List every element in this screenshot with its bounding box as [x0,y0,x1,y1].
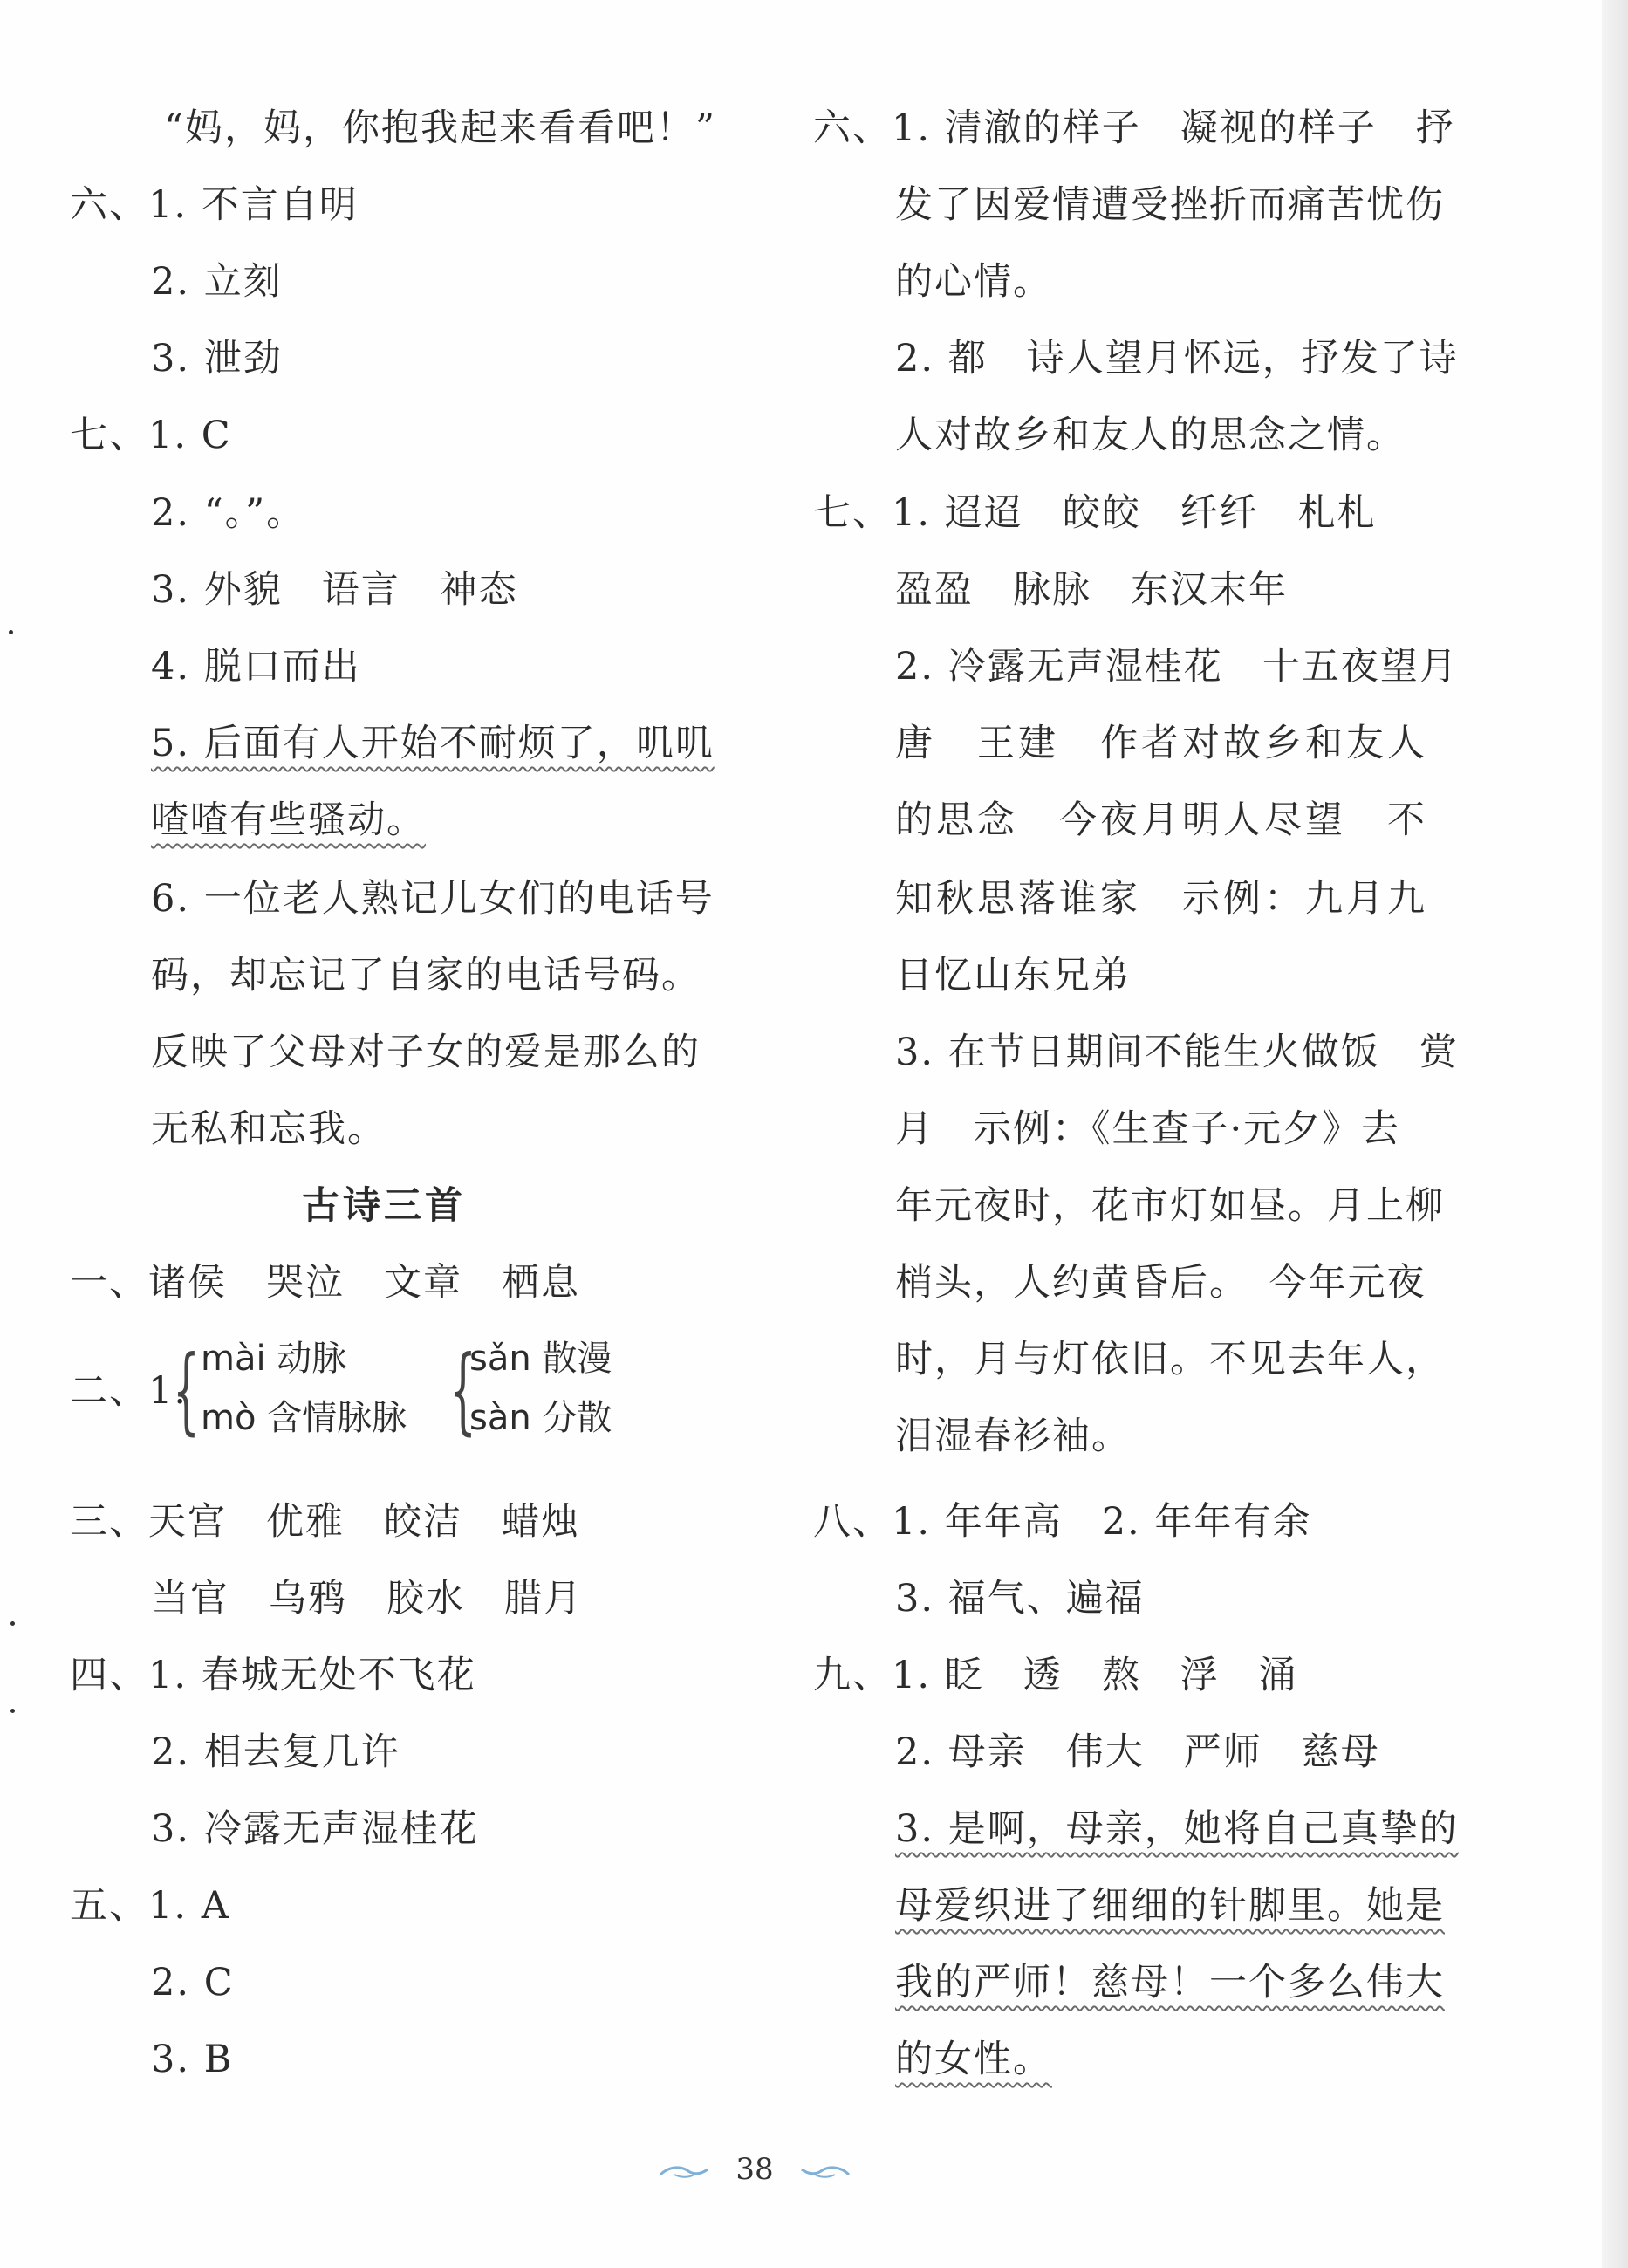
left-ornament-icon [659,2162,711,2180]
wavy-underlined-text: 3. 是啊，母亲，她将自己真挚的 [895,1807,1459,1851]
answer-line: 2. C [151,1961,235,2004]
answer-line [895,1956,1445,2009]
answer-line: 3. 福气、遍福 [895,1577,1145,1620]
answer-line: 八、1. 年年高 2. 年年有余 [813,1500,1312,1544]
answer-line: 6. 一位老人熟记儿女们的电话号 [151,877,715,921]
answer-line: 2. 相去复几许 [151,1730,400,1774]
answer-line: 的思念 今夜月明人尽望 不 [895,798,1428,842]
left-brace-2: { [449,1336,476,1445]
answer-line: 九、1. 眨 透 熬 浮 涌 [813,1654,1298,1697]
right-ornament-icon [798,2162,851,2180]
answer-line [151,794,426,846]
answer-line: 梢头，人约黄昏后。 今年元夜 [895,1261,1426,1305]
scan-speck [9,630,13,634]
answer-line: 无私和忘我。 [151,1107,386,1151]
pinyin-brace-group [70,1332,681,1454]
wavy-underlined-text: 我的严师！慈母！一个多么伟大 [895,1961,1445,2004]
section-7-head: 七、1. C [70,414,232,457]
answer-line [151,717,715,770]
answer-line: 2. “。”。 [151,491,306,535]
wavy-underlined-text: 喳喳有些骚动。 [151,798,426,842]
scan-speck [10,1621,15,1626]
answer-line: 四、1. 春城无处不飞花 [70,1654,476,1697]
section-6-head: 六、1. 不言自明 [70,183,359,227]
pinyin-entry: mò 含情脉脉 [201,1398,407,1438]
answer-line [895,1880,1445,1932]
answer-line: 2. 母亲 伟大 严师 慈母 [895,1730,1380,1774]
answer-line: 盈盈 脉脉 东汉末年 [895,568,1288,612]
answer-line: 一、诸侯 哭泣 文章 栖息 [70,1261,580,1305]
answer-line: 3. 泄劲 [151,337,283,380]
wavy-underlined-text: 的女性。 [895,2038,1052,2081]
wavy-underlined-text: 母爱织进了细细的针脚里。她是 [895,1884,1445,1928]
section-title: 古诗三首 [302,1184,466,1228]
answer-line: 五、1. A [70,1884,230,1928]
page-number: 38 [735,2152,774,2187]
answer-line: 2. 冷露无声湿桂花 十五夜望月 [895,645,1459,689]
wavy-underlined-text: 5. 后面有人开始不耐烦了，叽叽 [151,722,715,765]
answer-line: 3. 冷露无声湿桂花 [151,1807,479,1851]
answer-line: 当官 乌鸦 胶水 腊月 [151,1577,583,1620]
answer-line: 的心情。 [895,260,1052,304]
quote-line: “妈，妈，你抱我起来看看吧！” [164,106,716,150]
answer-line: 年元夜时，花市灯如昼。月上柳 [895,1184,1445,1228]
answer-line: 反映了父母对子女的爱是那么的 [151,1031,701,1074]
answer-line: 七、1. 迢迢 皎皎 纤纤 札札 [813,491,1377,535]
left-brace-1: { [173,1336,200,1445]
answer-line: 三、天宫 优雅 皎洁 蜡烛 [70,1500,580,1544]
answer-line: 3. 外貌 语言 神态 [151,568,518,612]
answer-line: 人对故乡和友人的思念之情。 [895,414,1406,457]
page-footer [0,2152,1509,2187]
page-edge-shadow [1602,0,1628,2268]
answer-line: 六、1. 清澈的样子 凝视的样子 抒 [813,106,1455,150]
pinyin-entry: mài 动脉 [201,1339,347,1379]
answer-label: 二、1. [70,1369,188,1413]
answer-line: 2. 立刻 [151,260,283,304]
answer-line: 码，却忘记了自家的电话号码。 [151,954,701,997]
answer-line: 日忆山东兄弟 [895,954,1131,997]
answer-line: 时，月与灯依旧。不见去年人， [895,1338,1445,1381]
answer-line: 唐 王建 作者对故乡和友人 [895,722,1428,765]
answer-line: 发了因爱情遭受挫折而痛苦忧伤 [895,183,1445,227]
answer-line: 4. 脱口而出 [151,645,361,689]
answer-line [895,2033,1052,2086]
answer-line: 泪湿春衫袖。 [895,1415,1131,1458]
answer-line: 3. B [151,2038,234,2081]
answer-line: 知秋思落谁家 示例：九月九 [895,877,1428,921]
answer-line [895,1803,1459,1855]
pinyin-entry: sǎn 散漫 [469,1339,612,1379]
pinyin-entry: sàn 分散 [469,1398,612,1438]
answer-line: 2. 都 诗人望月怀远，抒发了诗 [895,337,1459,380]
answer-line: 3. 在节日期间不能生火做饭 赏 [895,1031,1459,1074]
scan-speck [10,1709,15,1713]
answer-line: 月 示例：《生查子·元夕》去 [895,1107,1401,1151]
